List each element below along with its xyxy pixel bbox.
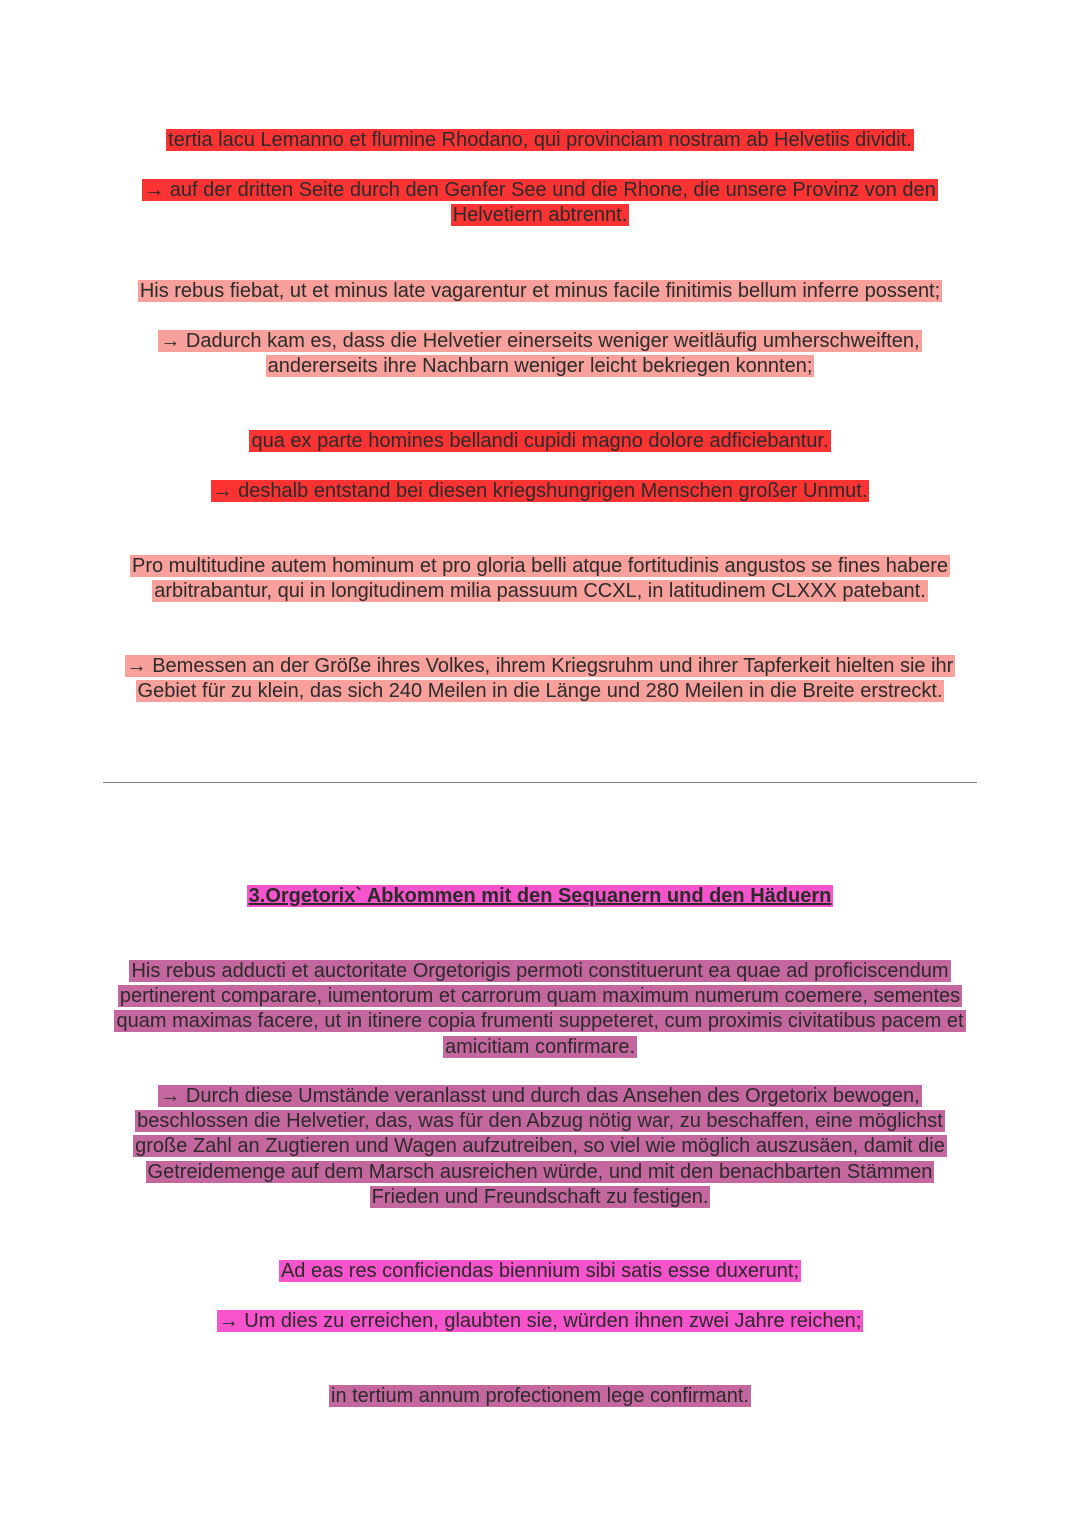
latin-passage-2 — [100, 279, 980, 304]
highlighted-text: His rebus adducti et auctoritate Orgetorigis permoti constituerunt ea quae ad proficiscendum pertinerent comparare, iumentorum et carrorum quam maximum numerum coemere, sementes quam maximas facere, ut in itinere copia frumenti suppeteret, cum proximis civitatibus pacem et amicitiam confirmare. — [116, 960, 964, 1058]
latin-passage-1 — [100, 128, 980, 153]
highlighted-text: → Bemessen an der Größe ihres Volkes, ihrem Kriegsruhm und ihrer Tapferkeit hielten sie ihr Gebiet für zu klein, das sich 240 Meilen in die Länge und 280 Meilen in die Breite erstreckt. — [126, 655, 954, 703]
highlighted-text: → Dadurch kam es, dass die Helvetier einerseits weniger weitläufig umherschweiften, andererseits ihre Nachbarn weniger leicht bekriegen konnten; — [160, 330, 920, 378]
highlighted-text: → Um dies zu erreichen, glaubten sie, würden ihnen zwei Jahre reichen; — [218, 1310, 862, 1332]
translation-passage-4 — [100, 654, 980, 704]
section-heading — [100, 884, 980, 909]
highlighted-text: qua ex parte homines bellandi cupidi magno dolore adficiebantur. — [251, 430, 829, 452]
highlighted-text: tertia lacu Lemanno et flumine Rhodano, qui provinciam nostram ab Helvetiis dividit. — [168, 129, 912, 151]
translation-passage-3 — [100, 479, 980, 504]
section-divider — [103, 782, 977, 783]
highlighted-text: Ad eas res conficiendas biennium sibi satis esse duxerunt; — [280, 1260, 800, 1282]
highlighted-text: 3.Orgetorix` Abkommen mit den Sequanern und den Häduern — [248, 885, 832, 907]
highlighted-text: → Durch diese Umstände veranlasst und durch das Ansehen des Orgetorix bewogen, beschlossen die Helvetier, das, was für den Abzug nötig war, zu beschaffen, eine möglichst große Zahl an Zugtieren und Wagen aufzutreiben, so viel wie möglich auszusäen, damit die Getreidemenge auf dem Marsch ausreichen würde, und mit den benachbarten Stämmen Frieden und Freundschaft zu festigen. — [135, 1085, 945, 1208]
highlighted-text: Pro multitudine autem hominum et pro gloria belli atque fortitudinis angustos se fines habere arbitrabantur, qui in longitudinem milia passuum CCXL, in latitudinem CLXXX patebant. — [131, 555, 948, 603]
latin-passage-7 — [100, 1384, 980, 1409]
highlighted-text: → auf der dritten Seite durch den Genfer See und die Rhone, die unsere Provinz von den Helvetiern abtrennt. — [144, 179, 936, 227]
translation-passage-2 — [120, 329, 960, 379]
latin-passage-3 — [100, 429, 980, 454]
translation-passage-6 — [100, 1309, 980, 1334]
latin-passage-4 — [125, 554, 955, 604]
highlighted-text: in tertium annum profectionem lege confirmant. — [331, 1385, 749, 1407]
latin-passage-6 — [100, 1259, 980, 1284]
highlighted-text: → deshalb entstand bei diesen kriegshungrigen Menschen großer Unmut. — [212, 480, 868, 502]
translation-passage-1 — [100, 178, 980, 228]
highlighted-text: His rebus fiebat, ut et minus late vagarentur et minus facile finitimis bellum inferre possent; — [139, 280, 941, 302]
latin-passage-5 — [100, 959, 980, 1060]
translation-passage-5 — [115, 1084, 965, 1210]
